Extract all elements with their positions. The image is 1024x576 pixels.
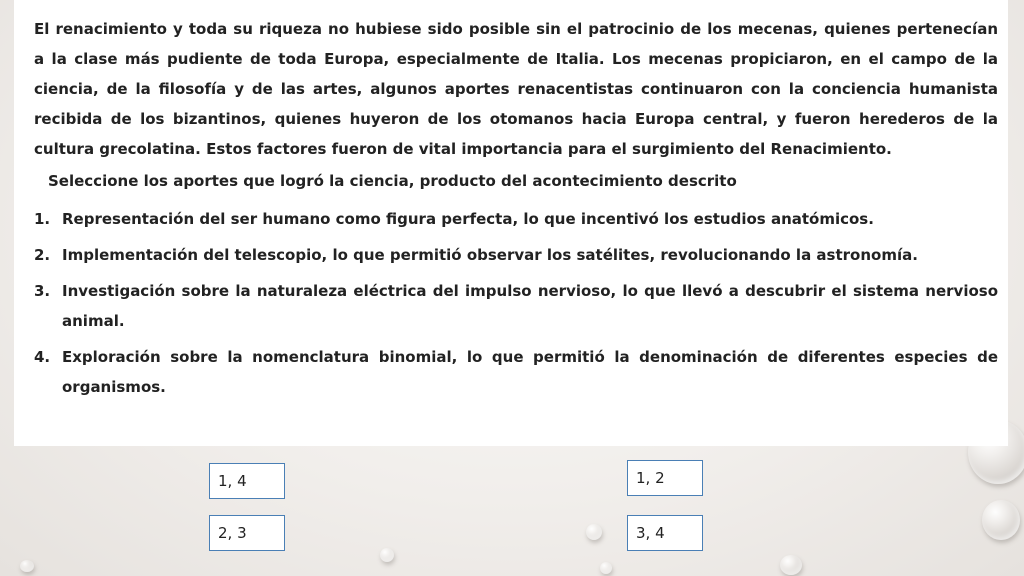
question-panel xyxy=(14,0,1008,446)
answer-button-1-4[interactable]: 1, 4 xyxy=(209,463,285,499)
option-item xyxy=(34,276,998,336)
options-list xyxy=(34,204,998,402)
context-paragraph: El renacimiento y toda su riqueza no hubiese sido posible sin el patrocinio de los mecenas, quienes pertenecían a la clase más pudiente de toda Europa, especialmente de Italia. Los mecenas propiciaron, en el campo de la ciencia, de la filosofía y de las artes, algunos aportes renacentistas continuaron con la conciencia humanista recibida de los bizantinos, quienes huyeron de los otomanos hacia Europa central, y fueron herederos de la cultura grecolatina. Estos factores fueron de vital importancia para el surgimiento del Renacimiento. xyxy=(34,20,998,158)
water-drop-decoration xyxy=(380,548,394,562)
option-number: 4. xyxy=(34,348,51,366)
water-drop-decoration xyxy=(780,555,802,575)
option-text: Exploración sobre la nomenclatura binomial, lo que permitió la denominación de diferentes especies de organismos. xyxy=(62,348,998,396)
option-number: 2. xyxy=(34,246,51,264)
option-number: 1. xyxy=(34,210,51,228)
option-number: 3. xyxy=(34,282,51,300)
water-drop-decoration xyxy=(600,562,612,574)
option-text: Implementación del telescopio, lo que permitió observar los satélites, revolucionando la astronomía. xyxy=(62,246,918,264)
option-item xyxy=(34,240,998,270)
answer-button-2-3[interactable]: 2, 3 xyxy=(209,515,285,551)
option-item xyxy=(34,204,998,234)
answer-button-1-2[interactable]: 1, 2 xyxy=(627,460,703,496)
water-drop-decoration xyxy=(586,524,602,540)
water-drop-decoration xyxy=(982,500,1020,540)
option-text: Representación del ser humano como figura perfecta, lo que incentivó los estudios anatómicos. xyxy=(62,210,874,228)
question-prompt: Seleccione los aportes que logró la ciencia, producto del acontecimiento descrito xyxy=(48,172,737,190)
option-item xyxy=(34,342,998,402)
answer-button-3-4[interactable]: 3, 4 xyxy=(627,515,703,551)
option-text: Investigación sobre la naturaleza eléctrica del impulso nervioso, lo que llevó a descubrir el sistema nervioso animal. xyxy=(62,282,998,330)
water-drop-decoration xyxy=(20,560,34,572)
